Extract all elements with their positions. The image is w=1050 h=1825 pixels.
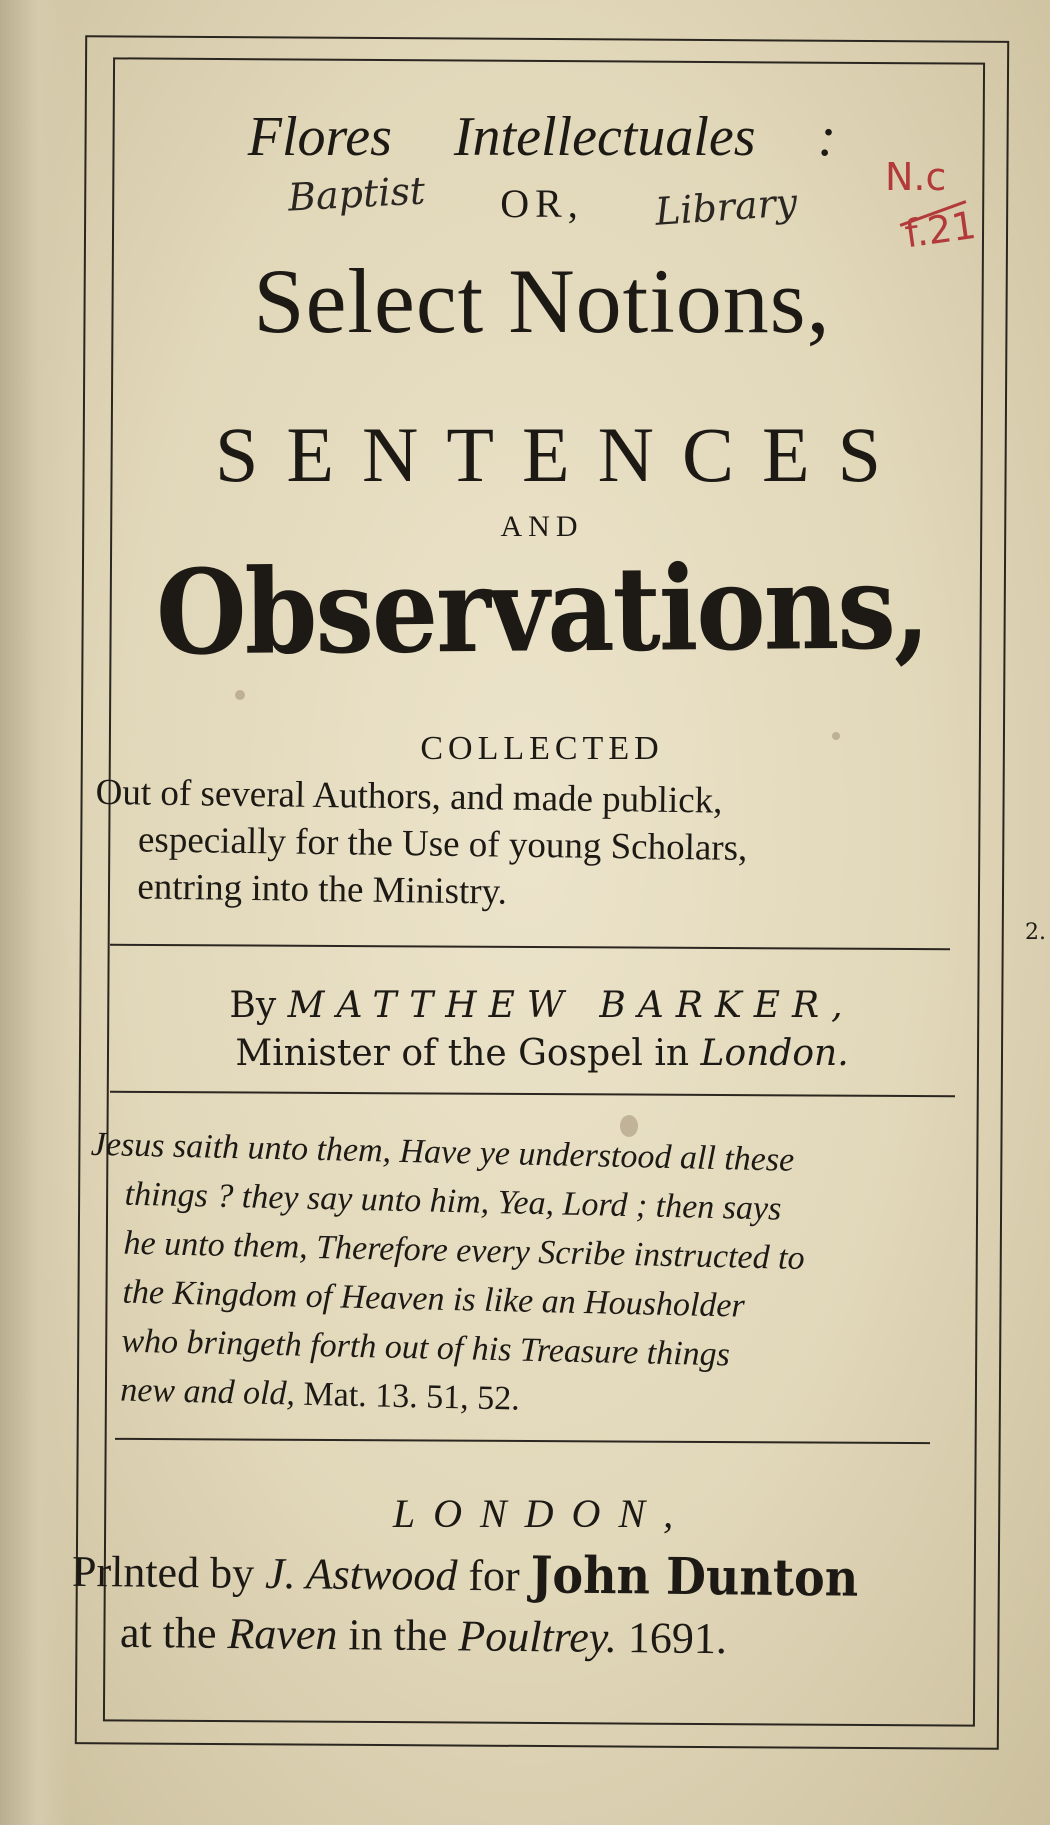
description xyxy=(94,769,976,922)
quote-line: things ? they say unto him, Yea, Lord ; then says xyxy=(124,1175,782,1228)
quote-line: the Kingdom of Heaven is like an Housholder xyxy=(122,1273,746,1325)
imprint-city: LONDON, xyxy=(392,1491,692,1536)
in-the: in the xyxy=(348,1610,448,1661)
and-line: AND xyxy=(500,510,584,543)
worn-edge xyxy=(0,0,70,1825)
handwritten-library: Library xyxy=(653,180,799,234)
observations-heading: Observations, xyxy=(155,537,929,682)
quote-line: who bringeth forth out of his Treasure things xyxy=(121,1322,731,1374)
for-label: for xyxy=(468,1551,520,1601)
at-the: at the xyxy=(119,1607,217,1658)
foxing-spot xyxy=(235,690,245,700)
quote-line: he unto them, Therefore every Scribe instructed to xyxy=(123,1224,806,1278)
scripture-quote xyxy=(85,1120,991,1434)
quote-reference: Mat. 13. 51, 52. xyxy=(303,1375,521,1418)
or-line: OR, xyxy=(500,181,584,226)
printer-name: J. Astwood xyxy=(264,1548,458,1600)
latin-title: Flores Intellectuales : xyxy=(247,106,837,168)
publisher-name: John Dunton xyxy=(530,1544,859,1608)
collected-line: COLLECTED xyxy=(420,730,664,767)
shelfmark-line-2: f.21 xyxy=(902,202,979,257)
sentences-heading: SENTENCES xyxy=(214,411,910,498)
imprint-address-line xyxy=(120,1607,727,1664)
author-role: Minister of the Gospel in xyxy=(235,1033,690,1074)
description-line: entring into the Ministry. xyxy=(137,866,508,913)
quote-line: Jesus saith unto them, Have ye understood all these xyxy=(90,1125,795,1179)
printed-by: Prlnted by xyxy=(71,1546,255,1598)
street-name: Poultrey. xyxy=(458,1611,618,1663)
author-role-line xyxy=(108,1033,976,1074)
by-label: By xyxy=(229,985,277,1026)
quote-last-italic: new and old, xyxy=(119,1371,296,1413)
sign-name: Raven xyxy=(227,1608,338,1660)
year: 1691. xyxy=(627,1613,728,1664)
description-line: especially for the Use of young Scholars, xyxy=(137,819,748,869)
description-line: Out of several Authors, and made publick, xyxy=(95,771,723,822)
shelfmark-line-1: N.c xyxy=(885,155,947,199)
handwritten-baptist: Baptist xyxy=(286,168,427,220)
imprint-printer-line xyxy=(71,1543,859,1608)
author-city: London. xyxy=(700,1033,849,1074)
author-line xyxy=(108,985,976,1026)
author-name: MATTHEW BARKER, xyxy=(287,985,855,1026)
select-notions-heading: Select Notions, xyxy=(253,250,831,352)
margin-mark: 2. xyxy=(1025,920,1046,945)
